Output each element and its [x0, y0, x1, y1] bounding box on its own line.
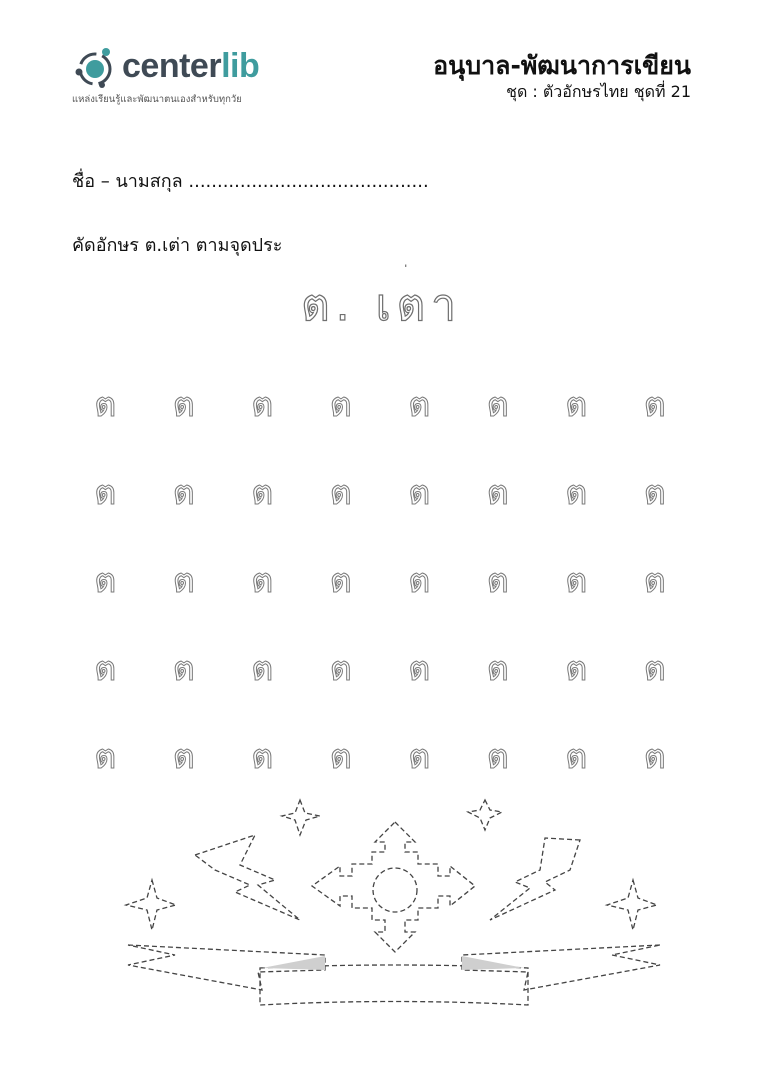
practice-grid [66, 360, 706, 800]
star-icon [607, 880, 657, 930]
trace-letter: ต [329, 561, 352, 601]
logo-word-center: center [122, 47, 222, 85]
banner-center [260, 965, 528, 1005]
trace-letter: ต [94, 473, 117, 513]
page-title: อนุบาล-พัฒนาการเขียน [433, 51, 691, 80]
star-icon [126, 880, 176, 930]
trace-letter: ต [643, 561, 666, 601]
trace-letter: ต [565, 473, 588, 513]
lightning-right-icon [490, 838, 580, 920]
logo-wordmark [122, 44, 259, 88]
trace-letter: ต [643, 385, 666, 425]
trace-letter: ต [486, 385, 509, 425]
trace-letter: ต [329, 473, 352, 513]
star-icon [282, 800, 320, 835]
instruction-text: คัดอักษร ต.เต่า ตามจุดประ [72, 235, 283, 256]
trace-letter: ต [565, 385, 588, 425]
practice-row [66, 536, 706, 624]
centerlib-logo [72, 40, 302, 110]
trace-letter: ต [643, 649, 666, 689]
trace-letter: ต [94, 385, 117, 425]
trace-letter: ต [486, 737, 509, 777]
logo-tagline: แหล่งเรียนรู้และพัฒนาตนเองสำหรับทุกวัย [72, 94, 242, 105]
logo-molecule-icon [72, 44, 118, 90]
trace-letter: ต [94, 649, 117, 689]
trace-letter: ต [329, 649, 352, 689]
trace-letter: ต [172, 561, 195, 601]
trace-letter: ต [408, 649, 431, 689]
trace-letter: ต [251, 385, 274, 425]
logo-word-lib: lib [221, 47, 260, 85]
trace-word [0, 270, 763, 340]
trace-letter: ต [565, 737, 588, 777]
star-icon [468, 800, 502, 830]
trace-letter: ต [486, 473, 509, 513]
practice-row [66, 448, 706, 536]
trace-letter: ต [486, 561, 509, 601]
practice-row [66, 624, 706, 712]
trace-letter: ต [408, 385, 431, 425]
trace-letter: ต [565, 649, 588, 689]
trace-letter: ต [643, 737, 666, 777]
trace-letter: ต [94, 737, 117, 777]
trace-letter: ต [329, 737, 352, 777]
practice-row [66, 360, 706, 448]
trace-letter: ต [172, 737, 195, 777]
compass-icon [312, 822, 475, 952]
trace-letter: ต [251, 473, 274, 513]
trace-letter: ต [565, 561, 588, 601]
trace-letter: ต [329, 385, 352, 425]
trace-letter: ต [251, 649, 274, 689]
trace-letter: ต [94, 561, 117, 601]
trace-letter: ต [486, 649, 509, 689]
page-subtitle: ชุด : ตัวอักษรไทย ชุดที่ 21 [506, 82, 691, 101]
compass-sun-banner-illustration [0, 780, 763, 1040]
name-field-label: ชื่อ – นามสกุล .......................................... [72, 171, 429, 192]
trace-letter: ต [172, 385, 195, 425]
trace-letter: ต [408, 473, 431, 513]
trace-letter: ต [172, 473, 195, 513]
trace-letter: ต [643, 473, 666, 513]
trace-letter: ต [408, 561, 431, 601]
trace-letter: ต [251, 561, 274, 601]
trace-letter: ต [172, 649, 195, 689]
lightning-left-icon [195, 835, 300, 920]
trace-letter: ต [251, 737, 274, 777]
trace-letter: ต [408, 737, 431, 777]
trace-word-text: ต. เตา [301, 280, 462, 331]
